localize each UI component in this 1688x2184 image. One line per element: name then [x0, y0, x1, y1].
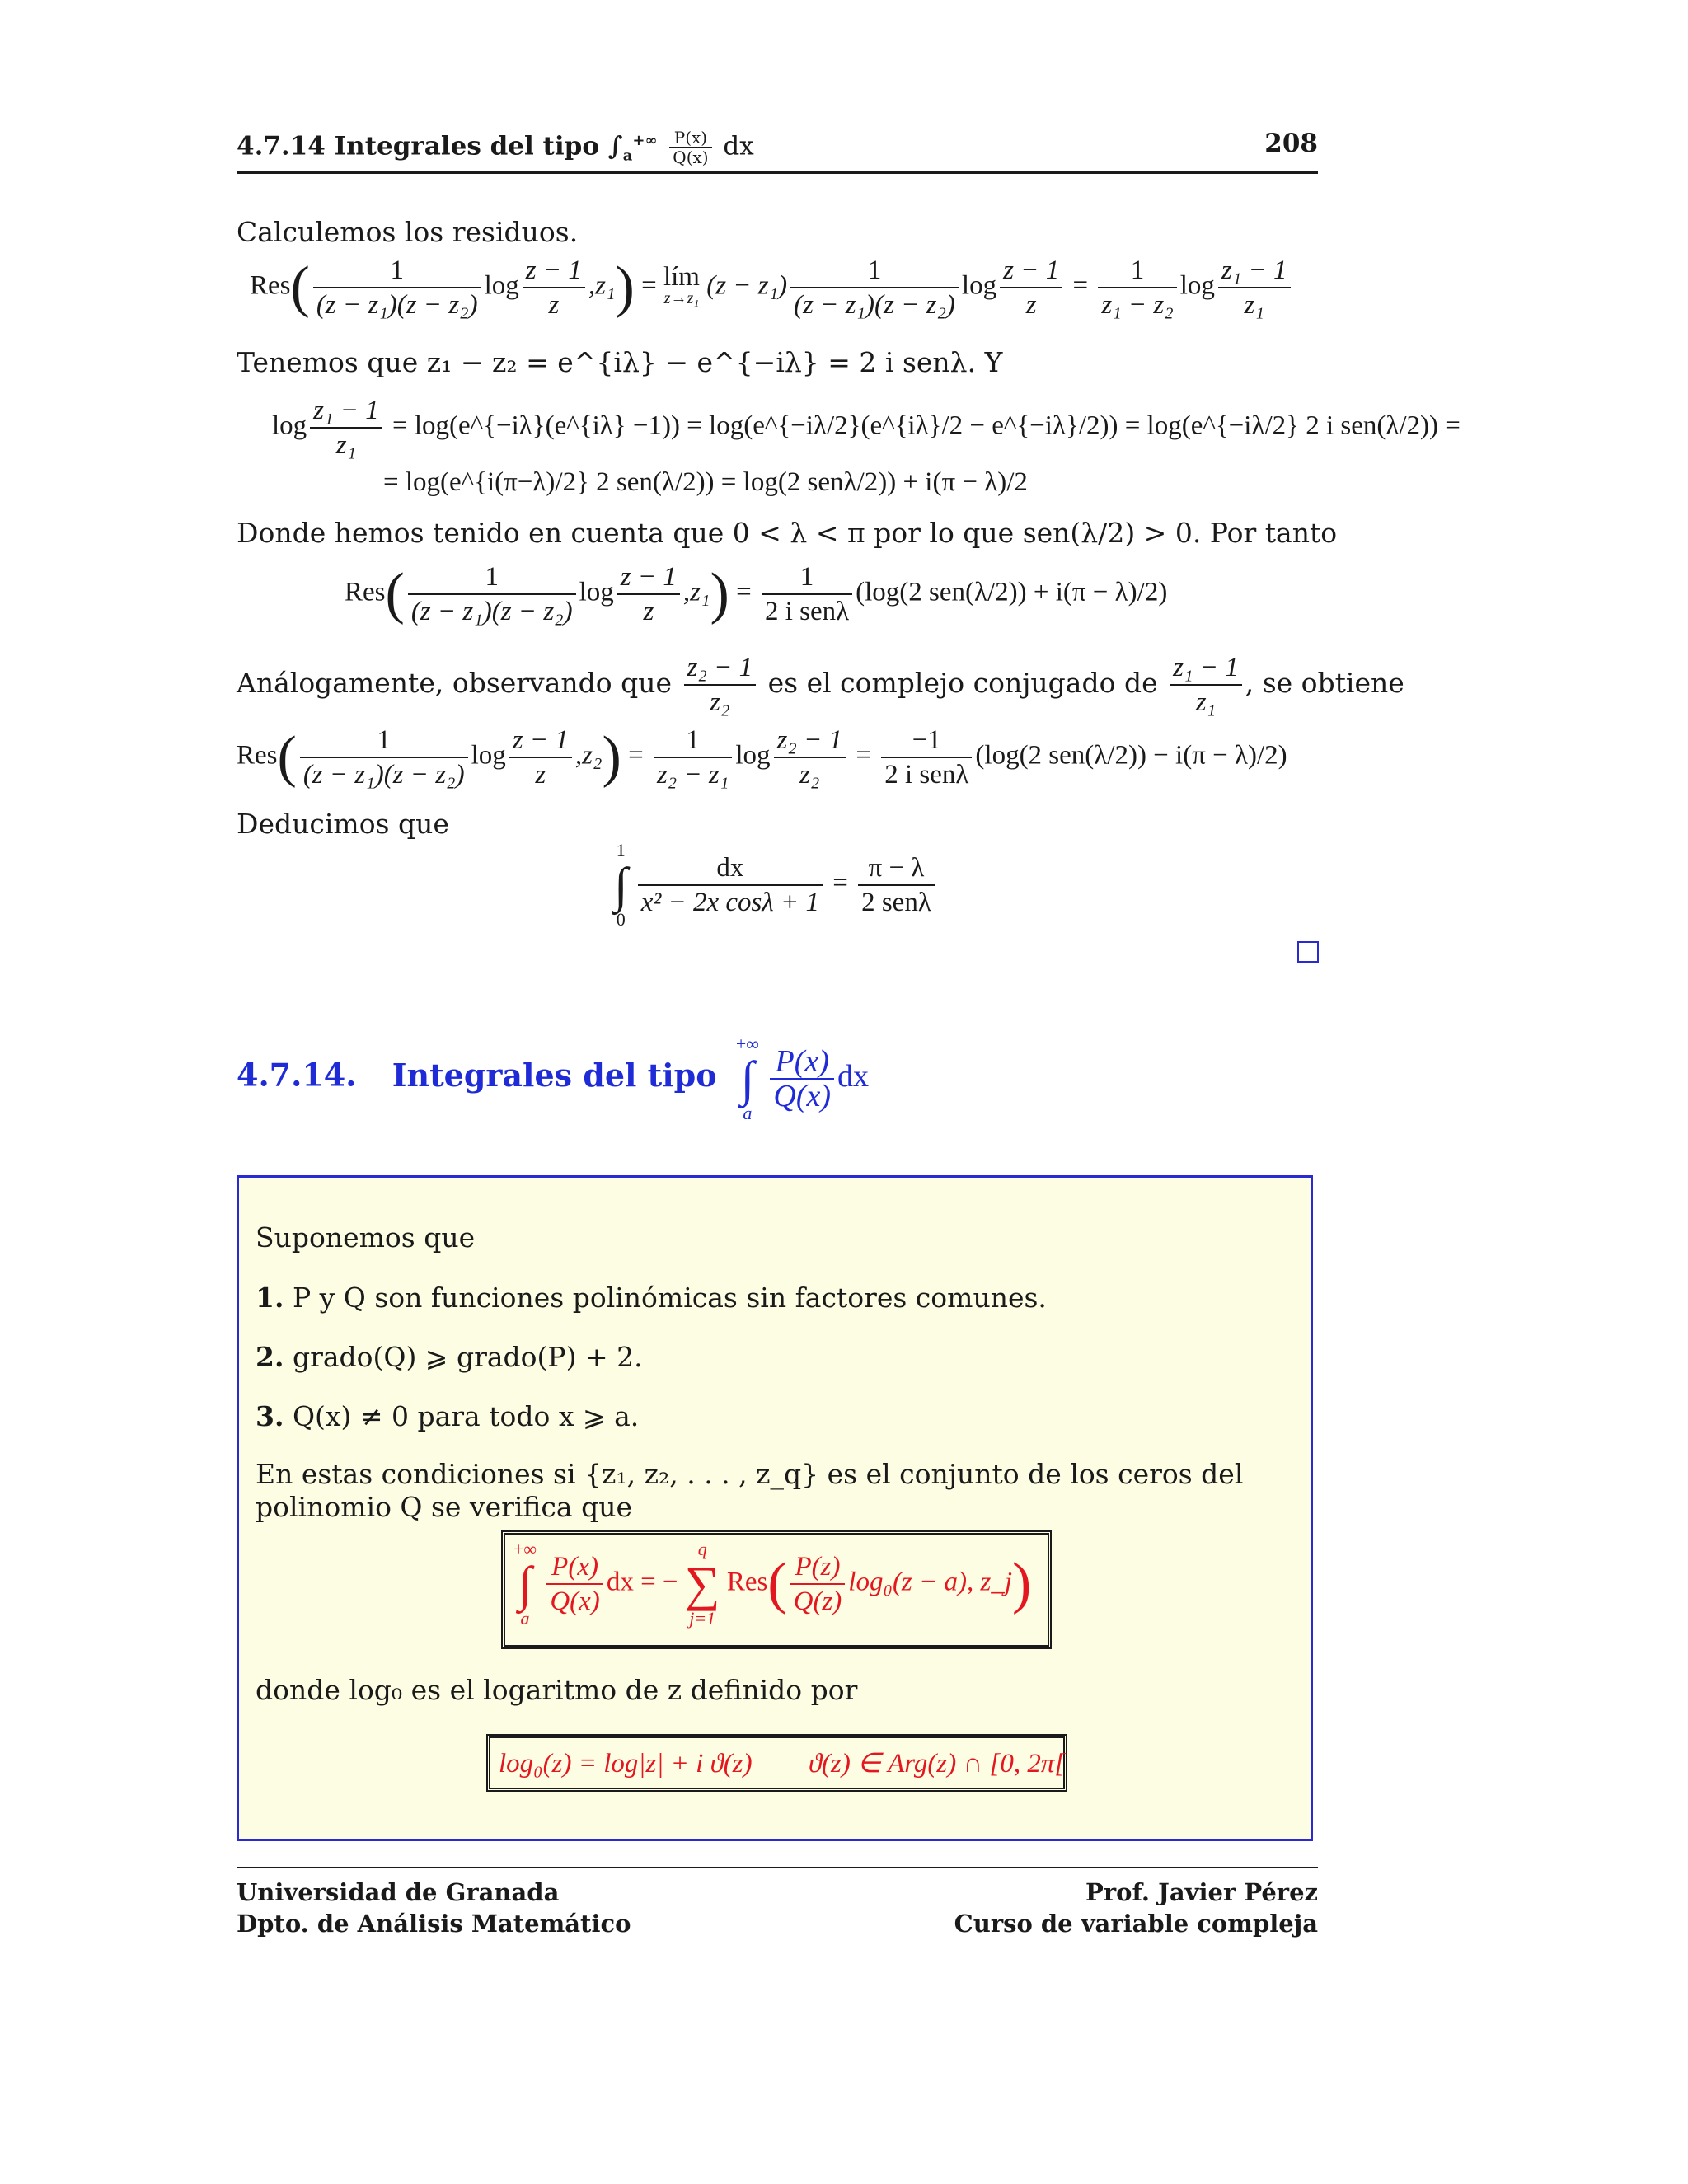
frac-den: z₂ − z₁: [656, 760, 729, 790]
frac-den: z₁ − z₂: [1101, 290, 1174, 320]
paren-close: ): [602, 725, 621, 789]
formula-box-2: [486, 1734, 1067, 1792]
header-upper: +∞: [632, 132, 658, 150]
frac-den: z₁: [335, 430, 357, 460]
frac-num: P(x): [546, 1550, 603, 1585]
frac-den: z: [1025, 290, 1037, 320]
frac-num: −1: [881, 724, 972, 758]
equals: =: [832, 868, 848, 898]
equation-integral-result: [614, 841, 938, 930]
frac-num: z − 1: [617, 560, 680, 595]
frac-den: z₂: [710, 687, 730, 717]
formula-tail: log₀(z − a), z_j: [848, 1567, 1013, 1597]
frac-den: 2 i senλ: [884, 760, 969, 790]
equals: =: [641, 270, 657, 301]
frac-num: 1: [408, 560, 576, 595]
footer-author: Prof. Javier Pérez: [1085, 1878, 1318, 1906]
fraction: [762, 560, 852, 628]
frac-den: z: [535, 760, 546, 790]
theta-definition: ϑ(z) ∈ Arg(z) ∩ [0, 2π[: [808, 1749, 1066, 1779]
lim-label: lím: [663, 262, 700, 292]
equals: =: [628, 740, 644, 771]
frac-num: z − 1: [523, 254, 585, 288]
residue-z2-value: (log(2 sen(λ/2)) − i(π − λ)/2): [975, 740, 1287, 771]
sum-upper: q: [697, 1539, 707, 1559]
theorem-box: [237, 1175, 1313, 1841]
int-upper: 1: [616, 840, 626, 860]
fraction: [790, 1550, 846, 1618]
box-item-1: [256, 1282, 1047, 1315]
equals: =: [736, 577, 752, 607]
frac-num: z₂ − 1: [774, 724, 846, 758]
frac-den: x² − 2x cosλ + 1: [640, 888, 819, 917]
box-donde: donde log₀ es el logaritmo de z definido por: [256, 1674, 858, 1706]
limit: [663, 262, 700, 309]
fraction: [858, 851, 935, 919]
frac-den: z₁: [1244, 290, 1264, 320]
res-label: Res: [345, 577, 386, 607]
header-lower: a: [622, 147, 633, 165]
fraction: [684, 651, 757, 719]
footer-right: [954, 1877, 1318, 1939]
log-label: log: [484, 270, 519, 301]
header-title: [237, 129, 754, 166]
fraction: [523, 254, 585, 321]
footer-department: Dpto. de Análisis Matemático: [237, 1910, 631, 1938]
fraction: [790, 254, 959, 321]
fraction: [546, 1550, 603, 1618]
fraction: [408, 560, 576, 628]
paren-close: ): [1012, 1552, 1032, 1615]
res-label: Res: [726, 1567, 768, 1597]
log-label: log: [735, 740, 771, 771]
log-label: log: [1179, 270, 1215, 301]
frac-num: z₁ − 1: [1170, 651, 1242, 686]
frac-den: (z − z₁)(z − z₂): [794, 290, 955, 320]
frac-num: z₁ − 1: [1218, 254, 1291, 288]
fraction: [770, 1045, 834, 1113]
paragraph-2: Tenemos que z₁ − z₂ = e^{iλ} − e^{−iλ} = 2 i senλ. Y: [237, 346, 1003, 378]
frac-num: P(x): [770, 1045, 834, 1080]
running-header: [237, 124, 1318, 174]
footer-course: Curso de variable compleja: [954, 1910, 1318, 1938]
sum-sign: q ∑ j=1: [684, 1539, 720, 1629]
fraction: [881, 724, 972, 791]
paren-close: ): [615, 255, 635, 319]
item-number: 2.: [256, 1341, 284, 1373]
int-upper: +∞: [513, 1539, 537, 1559]
section-title: Integrales del tipo: [392, 1056, 717, 1094]
fraction: [654, 724, 732, 791]
fraction: [617, 560, 680, 628]
paragraph-3: Donde hemos tenido en cuenta que 0 < λ < π por lo que sen(λ/2) > 0. Por tanto: [237, 517, 1338, 549]
header-fraction: [669, 129, 711, 166]
pole-z2: ,z₂: [574, 740, 603, 771]
box-item-3: [256, 1400, 639, 1433]
frac-num: z₁ − 1: [310, 394, 382, 429]
frac-num: dx: [638, 851, 823, 886]
equals: =: [856, 740, 871, 771]
section-heading: [237, 1034, 869, 1123]
int-lower: 0: [616, 909, 626, 930]
frac-num: π − λ: [858, 851, 935, 886]
box-intro: Suponemos que: [256, 1221, 476, 1254]
fraction: [310, 394, 382, 462]
p4-part-b: es el complejo conjugado de: [767, 667, 1158, 699]
res-label: Res: [250, 270, 291, 301]
frac-den: z₁: [1195, 687, 1217, 717]
paragraph-4: [237, 651, 1404, 719]
frac-num: 1: [313, 254, 481, 288]
frac-den: Q(z): [793, 1586, 842, 1616]
residue-z1-value: (log(2 sen(λ/2)) + i(π − λ)/2): [856, 577, 1168, 607]
pole-z1: ,z₁: [588, 270, 616, 301]
section-dx: dx: [837, 1058, 870, 1094]
frac-den: 2 i senλ: [764, 597, 850, 626]
header-dx: dx: [715, 131, 754, 162]
frac-den: z₂: [799, 760, 820, 790]
sum-lower: j=1: [689, 1608, 716, 1629]
log-label: log: [272, 410, 307, 441]
p4-part-c: , se obtiene: [1245, 667, 1404, 699]
paren-close: ): [710, 562, 729, 626]
integral-sign: +∞ ∫ a: [735, 1033, 759, 1123]
integral-sign: 1 ∫ 0: [614, 840, 628, 930]
int-lower: a: [743, 1103, 753, 1123]
lim-sub: z→z₁: [663, 289, 700, 307]
frac-den: Q(x): [773, 1079, 832, 1113]
item-text: grado(Q) ⩾ grado(P) + 2.: [292, 1341, 643, 1373]
integral-sign: +∞ ∫ a: [513, 1539, 537, 1629]
log0-definition: log₀(z) = log|z| + i ϑ(z): [499, 1749, 753, 1779]
item-text: Q(x) ≠ 0 para todo x ⩾ a.: [292, 1400, 640, 1432]
fraction: [509, 724, 572, 791]
formula-box-1: [501, 1530, 1052, 1649]
footer-university: Universidad de Granada: [237, 1878, 560, 1906]
fraction: [1098, 254, 1176, 321]
paragraph-1: Calculemos los residuos.: [237, 216, 579, 248]
frac-num: z − 1: [1000, 254, 1062, 288]
res-label: Res: [237, 740, 278, 771]
frac-den: (z − z₁)(z − z₂): [316, 290, 478, 320]
page-number: 208: [1264, 129, 1318, 158]
frac-num: P(z): [790, 1550, 846, 1585]
equation-residue-z1: [345, 560, 1167, 628]
fraction: [313, 254, 481, 321]
frac-den: (z − z₁)(z − z₂): [410, 597, 573, 626]
fraction: [1218, 254, 1291, 321]
frac-num: 1: [300, 724, 468, 758]
frac-den: (z − z₁)(z − z₂): [302, 760, 465, 790]
box-conditions: En estas condiciones si {z₁, z₂, . . . , z_q} es el conjunto de los ceros del polinomio Q se verifica que: [256, 1458, 1244, 1523]
equation-log-line1: [272, 394, 1461, 462]
equation-log-line2: = log(e^{i(π−λ)/2} 2 sen(λ/2)) = log(2 senλ/2)) + i(π − λ)/2: [383, 467, 1028, 497]
header-frac-den: Q(x): [673, 148, 709, 167]
fraction: [774, 724, 846, 791]
log-label: log: [471, 740, 506, 771]
item-number: 1.: [256, 1282, 284, 1314]
footer: [237, 1867, 1318, 1938]
frac-num: 1: [762, 560, 852, 595]
frac-num: z₂ − 1: [684, 651, 757, 686]
header-frac-num: P(x): [669, 129, 711, 148]
equation-residue-1: [250, 254, 1294, 321]
frac-den: z: [548, 290, 560, 320]
frac-num: 1: [654, 724, 732, 758]
log-label: log: [961, 270, 997, 301]
equation-residue-z2: [237, 724, 1287, 791]
log-label: log: [579, 577, 614, 607]
p4-part-a: Análogamente, observando que: [237, 667, 673, 699]
fraction: [300, 724, 468, 791]
frac-den: Q(x): [550, 1586, 600, 1616]
section-number: 4.7.14.: [237, 1056, 357, 1094]
int-lower: a: [520, 1608, 530, 1629]
qed-square: [1297, 941, 1319, 963]
section-formula: [735, 1033, 870, 1123]
int-upper: +∞: [735, 1033, 759, 1054]
paren-open: (: [277, 725, 297, 789]
fraction: [1170, 651, 1242, 719]
log-line1-rhs: = log(e^{−iλ}(e^{iλ} −1)) = log(e^{−iλ/2}(e^{iλ}/2 − e^{−iλ}/2)) = log(e^{−iλ/2} 2 i sen(λ/2)) =: [392, 410, 1461, 441]
frac-num: 1: [790, 254, 959, 288]
paren-open: (: [290, 255, 310, 319]
equals: =: [1072, 270, 1089, 301]
paren-open: (: [385, 562, 405, 626]
item-number: 3.: [256, 1400, 284, 1432]
box-item-2: [256, 1341, 643, 1374]
formula-dx: dx = −: [606, 1567, 678, 1597]
factor: (z − z₁): [706, 270, 788, 301]
header-title-text: 4.7.14 Integrales del tipo ∫: [237, 131, 623, 162]
frac-den: 2 senλ: [861, 888, 931, 917]
paragraph-5: Deducimos que: [237, 808, 449, 840]
paren-open: (: [767, 1552, 787, 1615]
item-text: P y Q son funciones polinómicas sin factores comunes.: [292, 1282, 1047, 1314]
frac-num: 1: [1098, 254, 1176, 288]
pole-z1: ,z₁: [682, 577, 710, 607]
fraction: [638, 851, 823, 919]
frac-den: z: [643, 597, 654, 626]
footer-left: [237, 1877, 631, 1939]
frac-num: z − 1: [509, 724, 572, 758]
fraction: [1000, 254, 1062, 321]
